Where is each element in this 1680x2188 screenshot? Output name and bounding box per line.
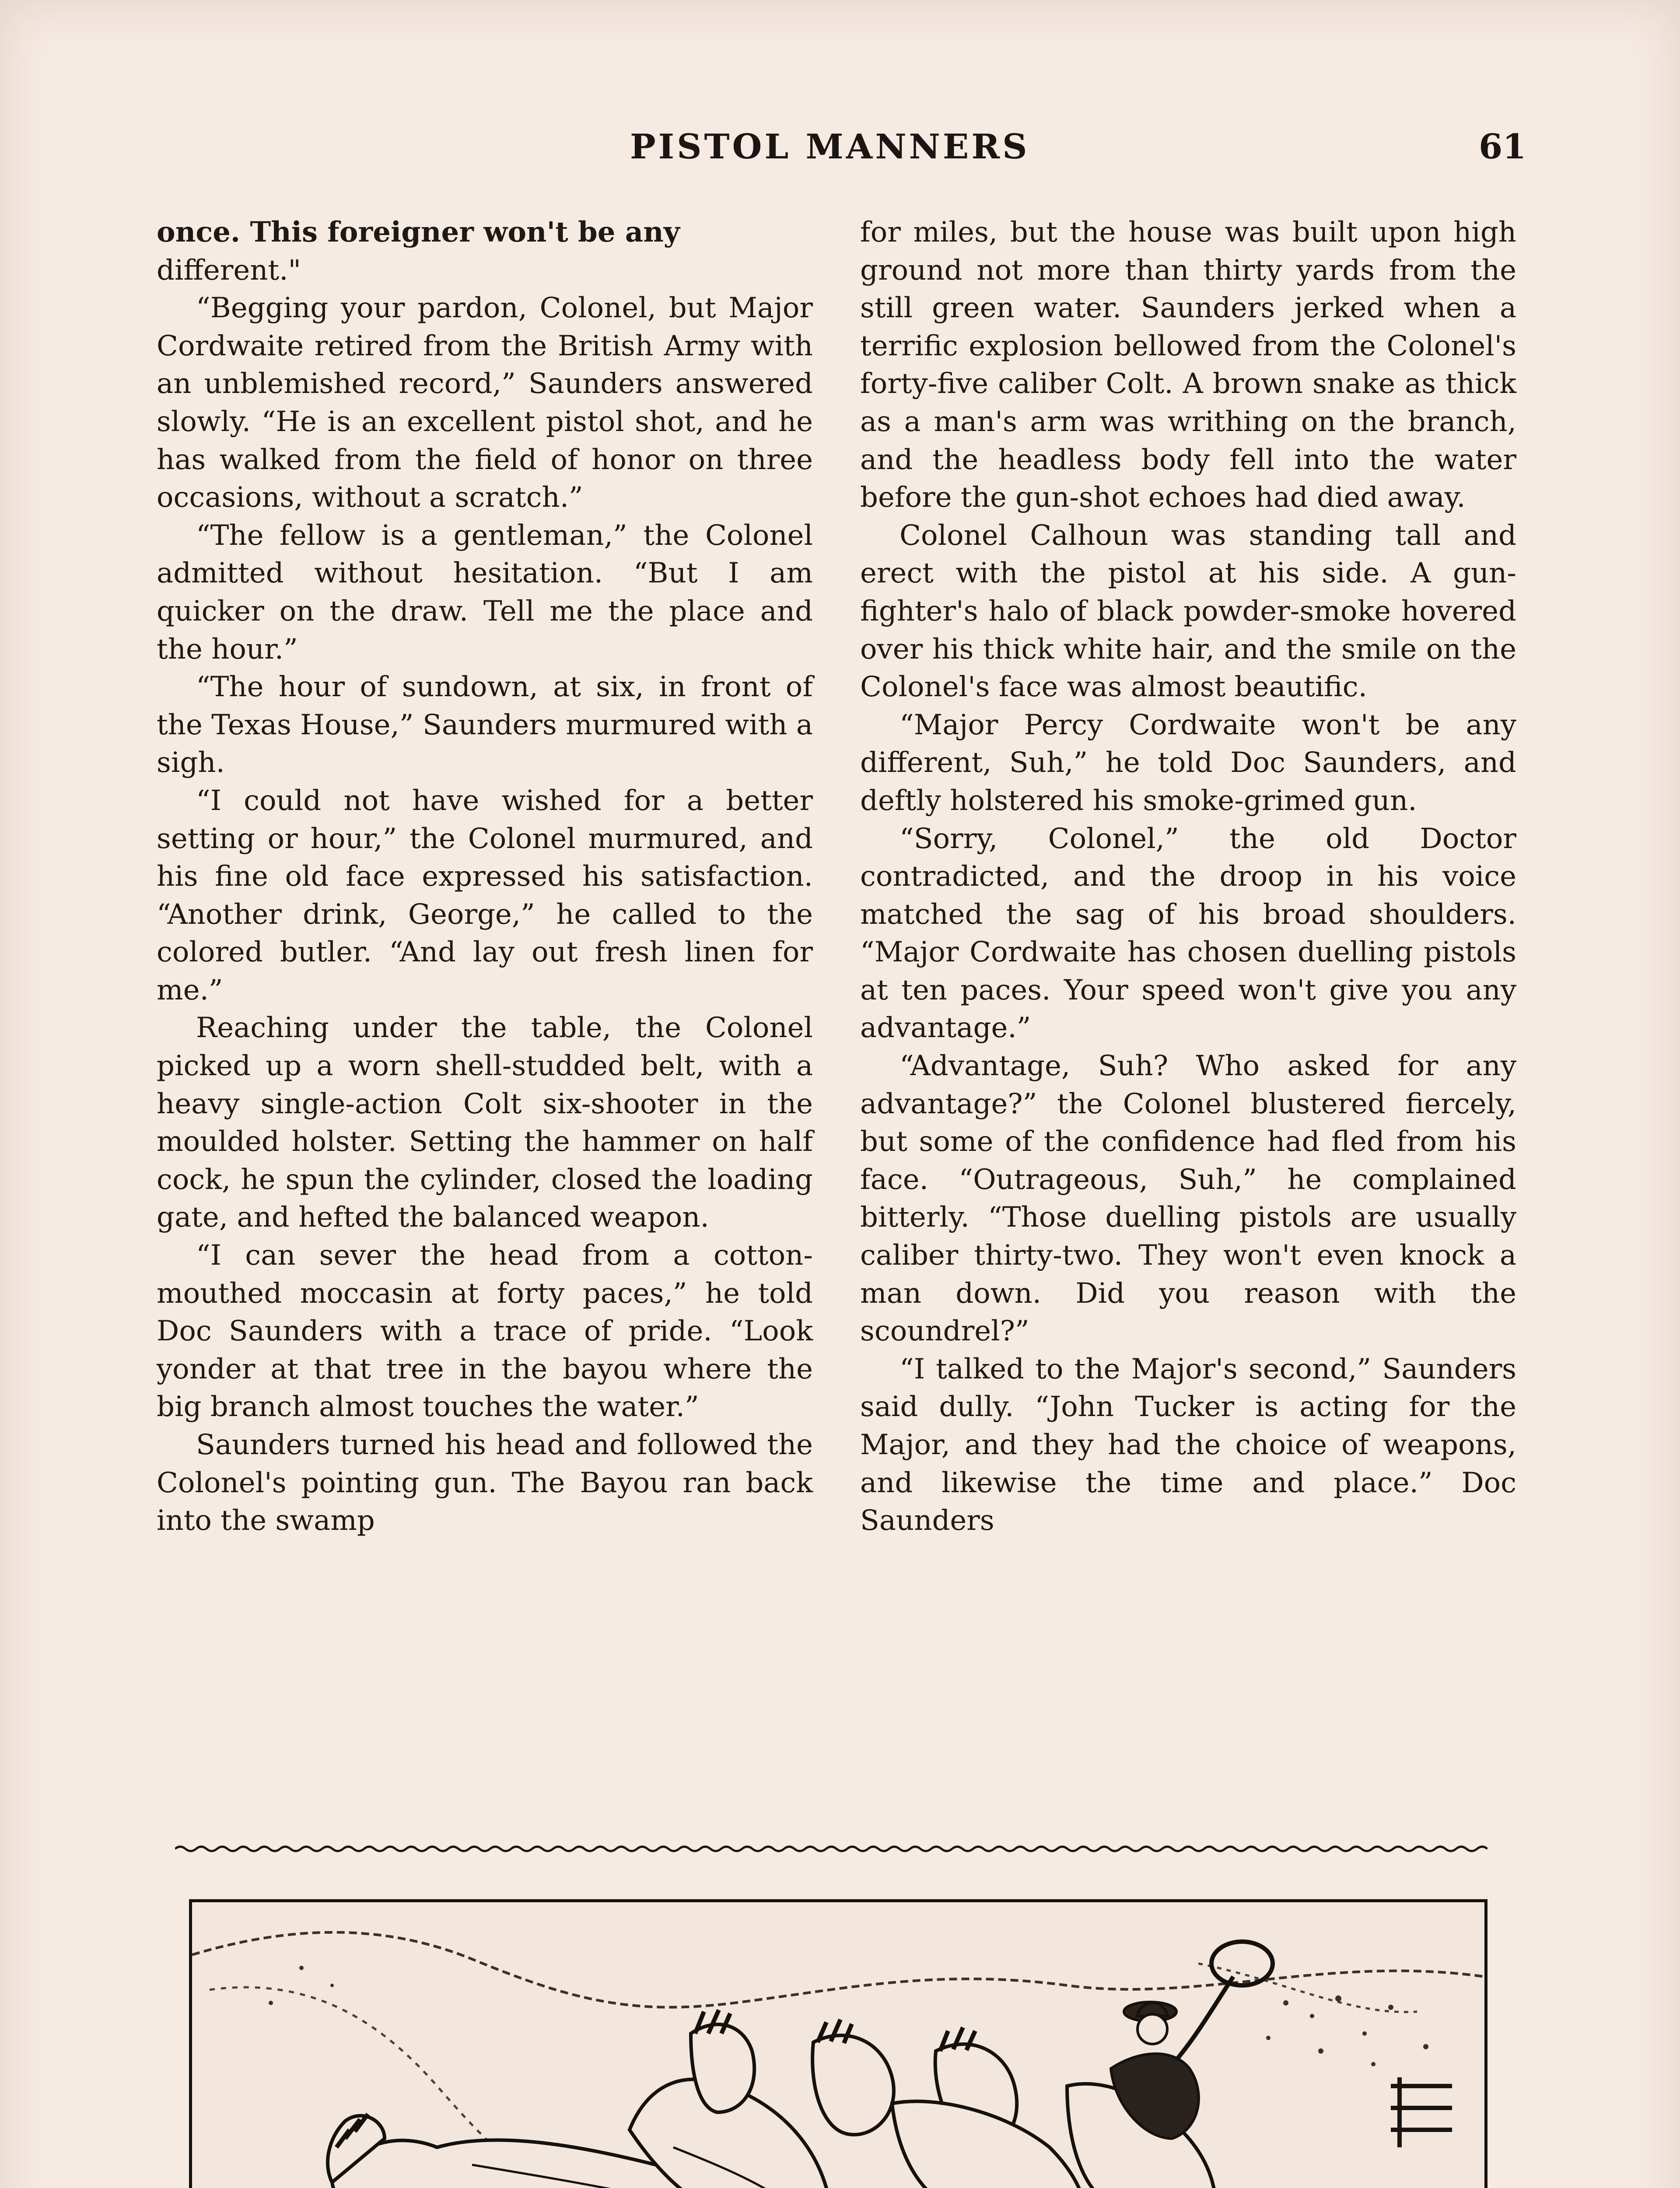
- paragraph: Colonel Calhoun was standing tall and erect with the pistol at his side. A gun-fighter's halo of black powder-smoke hovered over his thick white hair, and the smile on the Colonel's face was almost beautific.: [860, 519, 1516, 704]
- paragraph: “Advantage, Suh? Who asked for any advantage?” the Colonel blustered fiercely, but some of the confidence had fled from his face. “Outrageous, Suh,” he complained bitterly. “Those duelling pistols are usually caliber thirty-two. They won't even knock a man down. Did you reason with the scoundrel?”: [860, 1050, 1516, 1348]
- page-number: 61: [1479, 127, 1526, 167]
- left-text-column: [157, 214, 813, 1540]
- paragraph: “The hour of sundown, at six, in front of the Texas House,” Saunders murmured with a sigh.: [157, 671, 813, 779]
- paragraph: Saunders turned his head and followed the Colonel's pointing gun. The Bayou ran back into the swamp: [157, 1429, 813, 1537]
- paragraph: “I talked to the Major's second,” Saunders said dully. “John Tucker is acting for the Major, and they had the choice of weapons, and likewise the time and place.” Doc Saunders: [860, 1353, 1516, 1537]
- running-title: PISTOL MANNERS: [630, 127, 1030, 167]
- right-text-column: [860, 214, 1516, 1540]
- paragraph: Reaching under the table, the Colonel picked up a worn shell-studded belt, with a heavy single-action Colt six-shooter in the moulded holster. Setting the hammer on half cock, he spun the cylinder, closed the loading gate, and hefted the balanced weapon.: [157, 1012, 813, 1234]
- paragraph: “Sorry, Colonel,” the old Doctor contradicted, and the droop in his voice matched the sag of his broad shoulders. “Major Cordwaite has chosen duelling pistols at ten paces. Your speed won't give you any advantage.”: [860, 822, 1516, 1045]
- wavy-divider-top: [175, 1842, 1488, 1855]
- paragraph: [157, 214, 813, 289]
- paragraph: “Major Percy Cordwaite won't be any different, Suh,” he told Doc Saunders, and deftly holstered his smoke-grimed gun.: [860, 708, 1516, 817]
- paragraph: “The fellow is a gentleman,” the Colonel admitted without hesitation. “But I am quicker on the draw. Tell me the place and the hour.”: [157, 519, 813, 666]
- paragraph: “I could not have wished for a better setting or hour,” the Colonel murmured, and his fine old face expressed his satisfaction. “Another drink, George,” he called to the colored butler. “And lay out fresh linen for me.”: [157, 784, 813, 1006]
- paragraph: “I can sever the head from a cotton-mouthed moccasin at forty paces,” he told Doc Saunders with a trace of pride. “Look yonder at that tree in the bayou where the big branch almost touches the water.”: [157, 1239, 813, 1424]
- paragraph-lead: once. This foreigner won't be any: [157, 216, 680, 249]
- paragraph-text: different.": [157, 254, 301, 287]
- paragraph: for miles, but the house was built upon high ground not more than thirty yards from the still green water. Saunders jerked when a terrific explosion bellowed from the Colonel's forty-five caliber Colt. A brown snake as thick as a man's arm was writhing on the branch, and the headless body fell into the water before the gun-shot echoes had died away.: [860, 216, 1516, 514]
- woodcut-illustration: [189, 1899, 1488, 2188]
- paragraph: “Begging your pardon, Colonel, but Major Cordwaite retired from the British Army with an unblemished record,” Saunders answered slowly. “He is an excellent pistol shot, and he has walked from the field of honor on three occasions, without a scratch.”: [157, 292, 813, 514]
- horses-and-cowboy-drawing: [192, 1902, 1484, 2188]
